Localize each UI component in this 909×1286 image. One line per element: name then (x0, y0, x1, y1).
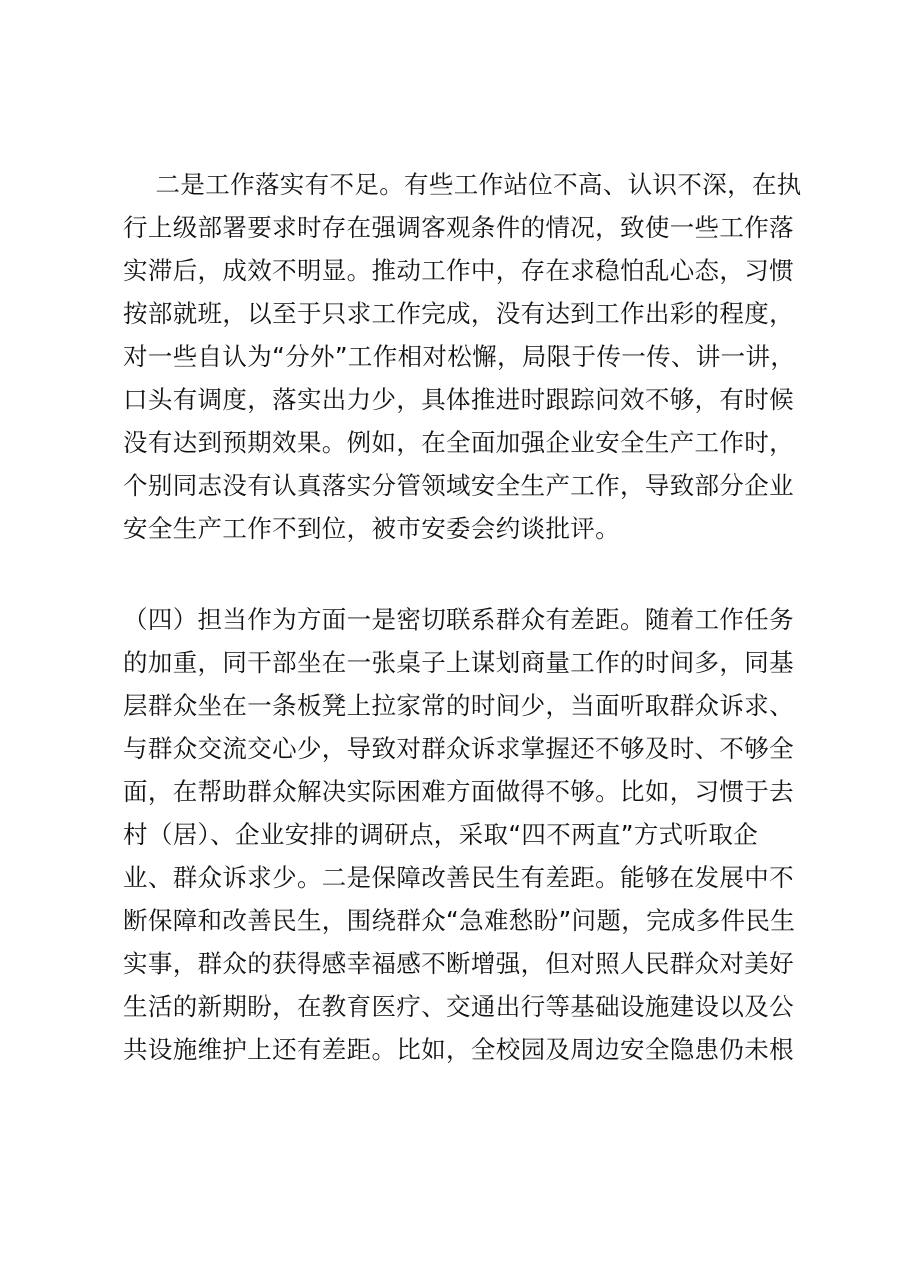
text-line: （四）担当作为方面一是密切联系群众有差距。随着工作任务 (123, 605, 794, 634)
text-line: 实事，群众的获得感幸福感不断增强，但对照人民群众对美好 (123, 949, 794, 978)
paragraph-responsibility-section (123, 598, 803, 1071)
text-line: 层群众坐在一条板凳上拉家常的时间少，当面听取群众诉求、 (123, 691, 794, 720)
text-line: 没有达到预期效果。例如，在全面加强企业安全生产工作时， (123, 428, 794, 457)
text-line: 二是工作落实有不足。有些工作站位不高、认识不深，在执 (123, 170, 802, 199)
text-line: 行上级部署要求时存在强调客观条件的情况，致使一些工作落 (123, 213, 794, 242)
text-line: 口头有调度，落实出力少，具体推进时跟踪问效不够，有时候 (123, 385, 794, 414)
text-line: 村（居）、企业安排的调研点，采取“四不两直”方式听取企 (123, 820, 759, 849)
text-line: 实滞后，成效不明显。推动工作中，存在求稳怕乱心态，习惯 (123, 256, 794, 285)
text-line: 与群众交流交心少，导致对群众诉求掌握还不够及时、不够全 (123, 734, 794, 763)
text-line: 个别同志没有认真落实分管领域安全生产工作，导致部分企业 (123, 471, 794, 500)
text-line: 对一些自认为“分外”工作相对松懈，局限于传一传、讲一讲， (123, 342, 796, 371)
paragraph-work-implementation (123, 163, 803, 550)
text-line: 业、群众诉求少。二是保障改善民生有差距。能够在发展中不 (123, 863, 794, 892)
text-line: 安全生产工作不到位，被市安委会约谈批评。 (123, 514, 620, 543)
text-line: 生活的新期盼，在教育医疗、交通出行等基础设施建设以及公 (123, 992, 794, 1021)
text-line: 断保障和改善民生，围绕群众“急难愁盼”问题，完成多件民生 (123, 906, 796, 935)
text-line: 的加重，同干部坐在一张桌子上谋划商量工作的时间多，同基 (123, 648, 794, 677)
text-line: 按部就班，以至于只求工作完成，没有达到工作出彩的程度， (123, 299, 794, 328)
text-line: 面，在帮助群众解决实际困难方面做得不够。比如，习惯于去 (123, 777, 794, 806)
text-line: 共设施维护上还有差距。比如，全校园及周边安全隐患仍未根 (123, 1035, 794, 1064)
